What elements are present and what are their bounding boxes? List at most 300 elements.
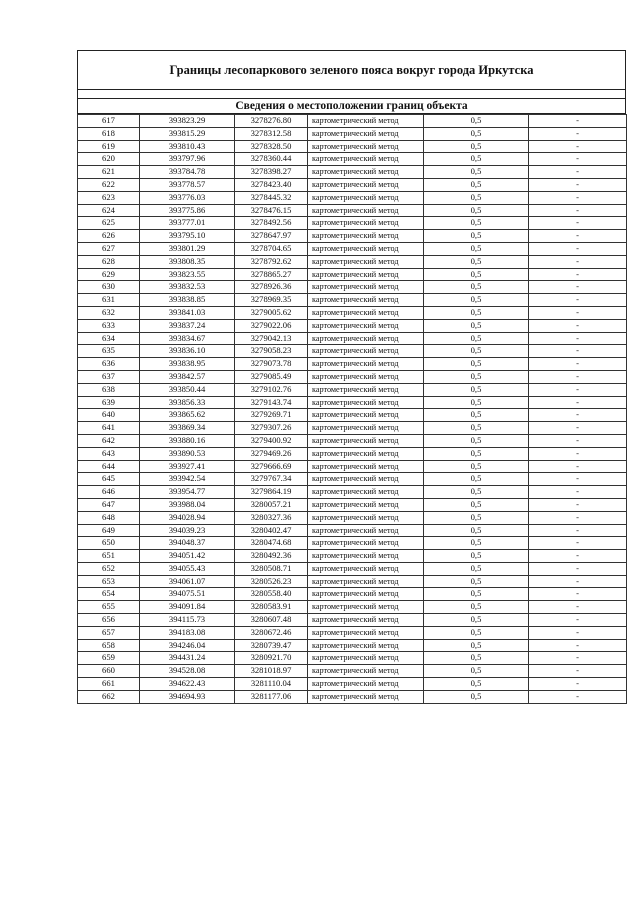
x-coordinate-cell: 394055.43: [140, 562, 235, 575]
table-row: [78, 665, 627, 678]
method-cell: картометрический метод: [308, 537, 424, 550]
method-cell: картометрический метод: [308, 370, 424, 383]
table-row: [78, 230, 627, 243]
description-cell: -: [529, 242, 627, 255]
accuracy-cell: 0,5: [424, 601, 529, 614]
accuracy-cell: 0,5: [424, 358, 529, 371]
point-number-cell: 623: [78, 191, 140, 204]
table-row: [78, 204, 627, 217]
header-spacer-row: [77, 90, 626, 99]
accuracy-cell: 0,5: [424, 178, 529, 191]
description-cell: -: [529, 601, 627, 614]
y-coordinate-cell: 3278865.27: [235, 268, 308, 281]
description-cell: -: [529, 306, 627, 319]
method-cell: картометрический метод: [308, 447, 424, 460]
description-cell: -: [529, 422, 627, 435]
point-number-cell: 625: [78, 217, 140, 230]
accuracy-cell: 0,5: [424, 306, 529, 319]
table-row: [78, 319, 627, 332]
method-cell: картометрический метод: [308, 153, 424, 166]
point-number-cell: 622: [78, 178, 140, 191]
point-number-cell: 633: [78, 319, 140, 332]
description-cell: -: [529, 524, 627, 537]
description-cell: -: [529, 294, 627, 307]
description-cell: -: [529, 255, 627, 268]
point-number-cell: 656: [78, 614, 140, 627]
point-number-cell: 651: [78, 550, 140, 563]
x-coordinate-cell: 393850.44: [140, 383, 235, 396]
accuracy-cell: 0,5: [424, 652, 529, 665]
description-cell: -: [529, 332, 627, 345]
table-row: [78, 460, 627, 473]
table-row: [78, 524, 627, 537]
y-coordinate-cell: 3279073.78: [235, 358, 308, 371]
description-cell: -: [529, 473, 627, 486]
description-cell: -: [529, 358, 627, 371]
table-row: [78, 588, 627, 601]
table-row: [78, 294, 627, 307]
description-cell: -: [529, 575, 627, 588]
table-row: [78, 306, 627, 319]
point-number-cell: 649: [78, 524, 140, 537]
x-coordinate-cell: 393777.01: [140, 217, 235, 230]
table-row: [78, 191, 627, 204]
description-cell: -: [529, 178, 627, 191]
y-coordinate-cell: 3280492.36: [235, 550, 308, 563]
x-coordinate-cell: 393808.35: [140, 255, 235, 268]
accuracy-cell: 0,5: [424, 127, 529, 140]
accuracy-cell: 0,5: [424, 447, 529, 460]
method-cell: картометрический метод: [308, 652, 424, 665]
section-subtitle: [77, 99, 626, 114]
point-number-cell: 626: [78, 230, 140, 243]
y-coordinate-cell: 3278276.80: [235, 115, 308, 128]
y-coordinate-cell: 3281177.06: [235, 690, 308, 703]
x-coordinate-cell: 393778.57: [140, 178, 235, 191]
y-coordinate-cell: 3280583.91: [235, 601, 308, 614]
point-number-cell: 641: [78, 422, 140, 435]
accuracy-cell: 0,5: [424, 281, 529, 294]
y-coordinate-cell: 3278476.15: [235, 204, 308, 217]
point-number-cell: 637: [78, 370, 140, 383]
x-coordinate-cell: 393823.55: [140, 268, 235, 281]
y-coordinate-cell: 3280526.23: [235, 575, 308, 588]
method-cell: картометрический метод: [308, 562, 424, 575]
accuracy-cell: 0,5: [424, 268, 529, 281]
x-coordinate-cell: 394622.43: [140, 678, 235, 691]
accuracy-cell: 0,5: [424, 332, 529, 345]
x-coordinate-cell: 393801.29: [140, 242, 235, 255]
method-cell: картометрический метод: [308, 217, 424, 230]
method-cell: картометрический метод: [308, 127, 424, 140]
document-title-text: Границы лесопаркового зеленого пояса вокруг города Иркутска: [169, 62, 534, 77]
x-coordinate-cell: 393856.33: [140, 396, 235, 409]
y-coordinate-cell: 3280739.47: [235, 639, 308, 652]
x-coordinate-cell: 393841.03: [140, 306, 235, 319]
x-coordinate-cell: 393954.77: [140, 486, 235, 499]
description-cell: -: [529, 665, 627, 678]
point-number-cell: 657: [78, 626, 140, 639]
table-row: [78, 601, 627, 614]
description-cell: -: [529, 281, 627, 294]
x-coordinate-cell: 393776.03: [140, 191, 235, 204]
method-cell: картометрический метод: [308, 601, 424, 614]
y-coordinate-cell: 3278312.58: [235, 127, 308, 140]
method-cell: картометрический метод: [308, 511, 424, 524]
table-row: [78, 242, 627, 255]
description-cell: -: [529, 409, 627, 422]
description-cell: -: [529, 498, 627, 511]
method-cell: картометрический метод: [308, 204, 424, 217]
y-coordinate-cell: 3279767.34: [235, 473, 308, 486]
description-cell: -: [529, 230, 627, 243]
section-subtitle-text: Сведения о местоположении границ объекта: [235, 100, 468, 112]
method-cell: картометрический метод: [308, 588, 424, 601]
accuracy-cell: 0,5: [424, 409, 529, 422]
accuracy-cell: 0,5: [424, 473, 529, 486]
table-row: [78, 690, 627, 703]
y-coordinate-cell: 3279269.71: [235, 409, 308, 422]
y-coordinate-cell: 3278423.40: [235, 178, 308, 191]
accuracy-cell: 0,5: [424, 486, 529, 499]
description-cell: -: [529, 690, 627, 703]
point-number-cell: 628: [78, 255, 140, 268]
x-coordinate-cell: 394075.51: [140, 588, 235, 601]
method-cell: картометрический метод: [308, 678, 424, 691]
description-cell: -: [529, 447, 627, 460]
x-coordinate-cell: 393823.29: [140, 115, 235, 128]
x-coordinate-cell: 393869.34: [140, 422, 235, 435]
y-coordinate-cell: 3278328.50: [235, 140, 308, 153]
method-cell: картометрический метод: [308, 690, 424, 703]
x-coordinate-cell: 394183.08: [140, 626, 235, 639]
method-cell: картометрический метод: [308, 294, 424, 307]
point-number-cell: 644: [78, 460, 140, 473]
point-number-cell: 642: [78, 434, 140, 447]
x-coordinate-cell: 393865.62: [140, 409, 235, 422]
table-row: [78, 358, 627, 371]
description-cell: -: [529, 460, 627, 473]
method-cell: картометрический метод: [308, 473, 424, 486]
accuracy-cell: 0,5: [424, 140, 529, 153]
table-row: [78, 332, 627, 345]
x-coordinate-cell: 393927.41: [140, 460, 235, 473]
point-number-cell: 639: [78, 396, 140, 409]
y-coordinate-cell: 3281018.97: [235, 665, 308, 678]
accuracy-cell: 0,5: [424, 665, 529, 678]
y-coordinate-cell: 3278492.56: [235, 217, 308, 230]
accuracy-cell: 0,5: [424, 550, 529, 563]
y-coordinate-cell: 3280607.48: [235, 614, 308, 627]
description-cell: -: [529, 370, 627, 383]
table-row: [78, 178, 627, 191]
point-number-cell: 643: [78, 447, 140, 460]
description-cell: -: [529, 319, 627, 332]
method-cell: картометрический метод: [308, 191, 424, 204]
accuracy-cell: 0,5: [424, 422, 529, 435]
table-row: [78, 473, 627, 486]
table-row: [78, 511, 627, 524]
accuracy-cell: 0,5: [424, 115, 529, 128]
x-coordinate-cell: 394091.84: [140, 601, 235, 614]
table-row: [78, 140, 627, 153]
point-number-cell: 620: [78, 153, 140, 166]
x-coordinate-cell: 393836.10: [140, 345, 235, 358]
point-number-cell: 640: [78, 409, 140, 422]
point-number-cell: 661: [78, 678, 140, 691]
table-row: [78, 345, 627, 358]
point-number-cell: 660: [78, 665, 140, 678]
point-number-cell: 646: [78, 486, 140, 499]
table-row: [78, 422, 627, 435]
table-row: [78, 498, 627, 511]
description-cell: -: [529, 204, 627, 217]
y-coordinate-cell: 3278360.44: [235, 153, 308, 166]
y-coordinate-cell: 3279864.19: [235, 486, 308, 499]
description-cell: -: [529, 166, 627, 179]
description-cell: -: [529, 127, 627, 140]
method-cell: картометрический метод: [308, 460, 424, 473]
point-number-cell: 659: [78, 652, 140, 665]
method-cell: картометрический метод: [308, 486, 424, 499]
accuracy-cell: 0,5: [424, 319, 529, 332]
y-coordinate-cell: 3279469.26: [235, 447, 308, 460]
description-cell: -: [529, 639, 627, 652]
table-row: [78, 409, 627, 422]
method-cell: картометрический метод: [308, 332, 424, 345]
description-cell: -: [529, 217, 627, 230]
point-number-cell: 636: [78, 358, 140, 371]
description-cell: -: [529, 268, 627, 281]
accuracy-cell: 0,5: [424, 562, 529, 575]
y-coordinate-cell: 3280672.46: [235, 626, 308, 639]
y-coordinate-cell: 3279666.69: [235, 460, 308, 473]
table-row: [78, 281, 627, 294]
y-coordinate-cell: 3280508.71: [235, 562, 308, 575]
method-cell: картометрический метод: [308, 230, 424, 243]
document-sheet: [77, 50, 626, 704]
table-row: [78, 639, 627, 652]
point-number-cell: 629: [78, 268, 140, 281]
table-row: [78, 575, 627, 588]
method-cell: картометрический метод: [308, 345, 424, 358]
point-number-cell: 638: [78, 383, 140, 396]
x-coordinate-cell: 394431.24: [140, 652, 235, 665]
x-coordinate-cell: 393810.43: [140, 140, 235, 153]
x-coordinate-cell: 393838.85: [140, 294, 235, 307]
method-cell: картометрический метод: [308, 115, 424, 128]
x-coordinate-cell: 393775.86: [140, 204, 235, 217]
accuracy-cell: 0,5: [424, 434, 529, 447]
y-coordinate-cell: 3280921.70: [235, 652, 308, 665]
accuracy-cell: 0,5: [424, 153, 529, 166]
point-number-cell: 645: [78, 473, 140, 486]
x-coordinate-cell: 393890.53: [140, 447, 235, 460]
accuracy-cell: 0,5: [424, 575, 529, 588]
method-cell: картометрический метод: [308, 242, 424, 255]
description-cell: -: [529, 396, 627, 409]
point-number-cell: 655: [78, 601, 140, 614]
x-coordinate-cell: 394694.93: [140, 690, 235, 703]
method-cell: картометрический метод: [308, 178, 424, 191]
y-coordinate-cell: 3280402.47: [235, 524, 308, 537]
x-coordinate-cell: 394115.73: [140, 614, 235, 627]
point-number-cell: 632: [78, 306, 140, 319]
description-cell: -: [529, 588, 627, 601]
y-coordinate-cell: 3279058.23: [235, 345, 308, 358]
method-cell: картометрический метод: [308, 614, 424, 627]
x-coordinate-cell: 394048.37: [140, 537, 235, 550]
description-cell: -: [529, 345, 627, 358]
point-number-cell: 647: [78, 498, 140, 511]
method-cell: картометрический метод: [308, 434, 424, 447]
y-coordinate-cell: 3281110.04: [235, 678, 308, 691]
table-row: [78, 614, 627, 627]
table-row: [78, 255, 627, 268]
point-number-cell: 618: [78, 127, 140, 140]
point-number-cell: 634: [78, 332, 140, 345]
description-cell: -: [529, 434, 627, 447]
table-row: [78, 678, 627, 691]
method-cell: картометрический метод: [308, 255, 424, 268]
x-coordinate-cell: 394528.08: [140, 665, 235, 678]
y-coordinate-cell: 3278969.35: [235, 294, 308, 307]
table-row: [78, 652, 627, 665]
accuracy-cell: 0,5: [424, 639, 529, 652]
description-cell: -: [529, 511, 627, 524]
accuracy-cell: 0,5: [424, 460, 529, 473]
accuracy-cell: 0,5: [424, 166, 529, 179]
y-coordinate-cell: 3278445.32: [235, 191, 308, 204]
y-coordinate-cell: 3279042.13: [235, 332, 308, 345]
point-number-cell: 617: [78, 115, 140, 128]
y-coordinate-cell: 3279143.74: [235, 396, 308, 409]
y-coordinate-cell: 3279102.76: [235, 383, 308, 396]
x-coordinate-cell: 393988.04: [140, 498, 235, 511]
point-number-cell: 652: [78, 562, 140, 575]
table-row: [78, 537, 627, 550]
description-cell: -: [529, 191, 627, 204]
method-cell: картометрический метод: [308, 166, 424, 179]
description-cell: -: [529, 115, 627, 128]
method-cell: картометрический метод: [308, 409, 424, 422]
table-row: [78, 486, 627, 499]
document-title: [77, 50, 626, 90]
point-number-cell: 621: [78, 166, 140, 179]
method-cell: картометрический метод: [308, 524, 424, 537]
point-number-cell: 648: [78, 511, 140, 524]
method-cell: картометрический метод: [308, 140, 424, 153]
x-coordinate-cell: 394061.07: [140, 575, 235, 588]
accuracy-cell: 0,5: [424, 626, 529, 639]
accuracy-cell: 0,5: [424, 511, 529, 524]
table-row: [78, 562, 627, 575]
accuracy-cell: 0,5: [424, 345, 529, 358]
point-number-cell: 654: [78, 588, 140, 601]
accuracy-cell: 0,5: [424, 255, 529, 268]
y-coordinate-cell: 3279022.06: [235, 319, 308, 332]
table-row: [78, 396, 627, 409]
accuracy-cell: 0,5: [424, 537, 529, 550]
point-number-cell: 653: [78, 575, 140, 588]
x-coordinate-cell: 393837.24: [140, 319, 235, 332]
y-coordinate-cell: 3279005.62: [235, 306, 308, 319]
accuracy-cell: 0,5: [424, 204, 529, 217]
y-coordinate-cell: 3279307.26: [235, 422, 308, 435]
table-row: [78, 217, 627, 230]
point-number-cell: 627: [78, 242, 140, 255]
method-cell: картометрический метод: [308, 396, 424, 409]
accuracy-cell: 0,5: [424, 690, 529, 703]
method-cell: картометрический метод: [308, 306, 424, 319]
point-number-cell: 658: [78, 639, 140, 652]
coordinates-table-body: [78, 115, 627, 704]
point-number-cell: 662: [78, 690, 140, 703]
method-cell: картометрический метод: [308, 550, 424, 563]
x-coordinate-cell: 393797.96: [140, 153, 235, 166]
accuracy-cell: 0,5: [424, 370, 529, 383]
x-coordinate-cell: 393942.54: [140, 473, 235, 486]
table-row: [78, 434, 627, 447]
accuracy-cell: 0,5: [424, 242, 529, 255]
description-cell: -: [529, 486, 627, 499]
method-cell: картометрический метод: [308, 383, 424, 396]
accuracy-cell: 0,5: [424, 614, 529, 627]
x-coordinate-cell: 393880.16: [140, 434, 235, 447]
accuracy-cell: 0,5: [424, 217, 529, 230]
description-cell: -: [529, 614, 627, 627]
x-coordinate-cell: 393815.29: [140, 127, 235, 140]
y-coordinate-cell: 3278398.27: [235, 166, 308, 179]
method-cell: картометрический метод: [308, 575, 424, 588]
accuracy-cell: 0,5: [424, 294, 529, 307]
accuracy-cell: 0,5: [424, 191, 529, 204]
description-cell: -: [529, 153, 627, 166]
x-coordinate-cell: 393834.67: [140, 332, 235, 345]
x-coordinate-cell: 394051.42: [140, 550, 235, 563]
y-coordinate-cell: 3280327.36: [235, 511, 308, 524]
description-cell: -: [529, 140, 627, 153]
y-coordinate-cell: 3278704.65: [235, 242, 308, 255]
y-coordinate-cell: 3278792.62: [235, 255, 308, 268]
x-coordinate-cell: 394246.04: [140, 639, 235, 652]
accuracy-cell: 0,5: [424, 588, 529, 601]
point-number-cell: 624: [78, 204, 140, 217]
y-coordinate-cell: 3279400.92: [235, 434, 308, 447]
table-row: [78, 166, 627, 179]
y-coordinate-cell: 3278926.36: [235, 281, 308, 294]
table-row: [78, 115, 627, 128]
description-cell: -: [529, 537, 627, 550]
method-cell: картометрический метод: [308, 498, 424, 511]
method-cell: картометрический метод: [308, 268, 424, 281]
table-row: [78, 626, 627, 639]
point-number-cell: 631: [78, 294, 140, 307]
x-coordinate-cell: 393838.95: [140, 358, 235, 371]
y-coordinate-cell: 3278647.97: [235, 230, 308, 243]
method-cell: картометрический метод: [308, 626, 424, 639]
description-cell: -: [529, 562, 627, 575]
x-coordinate-cell: 393784.78: [140, 166, 235, 179]
description-cell: -: [529, 652, 627, 665]
description-cell: -: [529, 383, 627, 396]
method-cell: картометрический метод: [308, 639, 424, 652]
table-row: [78, 153, 627, 166]
method-cell: картометрический метод: [308, 319, 424, 332]
method-cell: картометрический метод: [308, 281, 424, 294]
method-cell: картометрический метод: [308, 358, 424, 371]
accuracy-cell: 0,5: [424, 498, 529, 511]
